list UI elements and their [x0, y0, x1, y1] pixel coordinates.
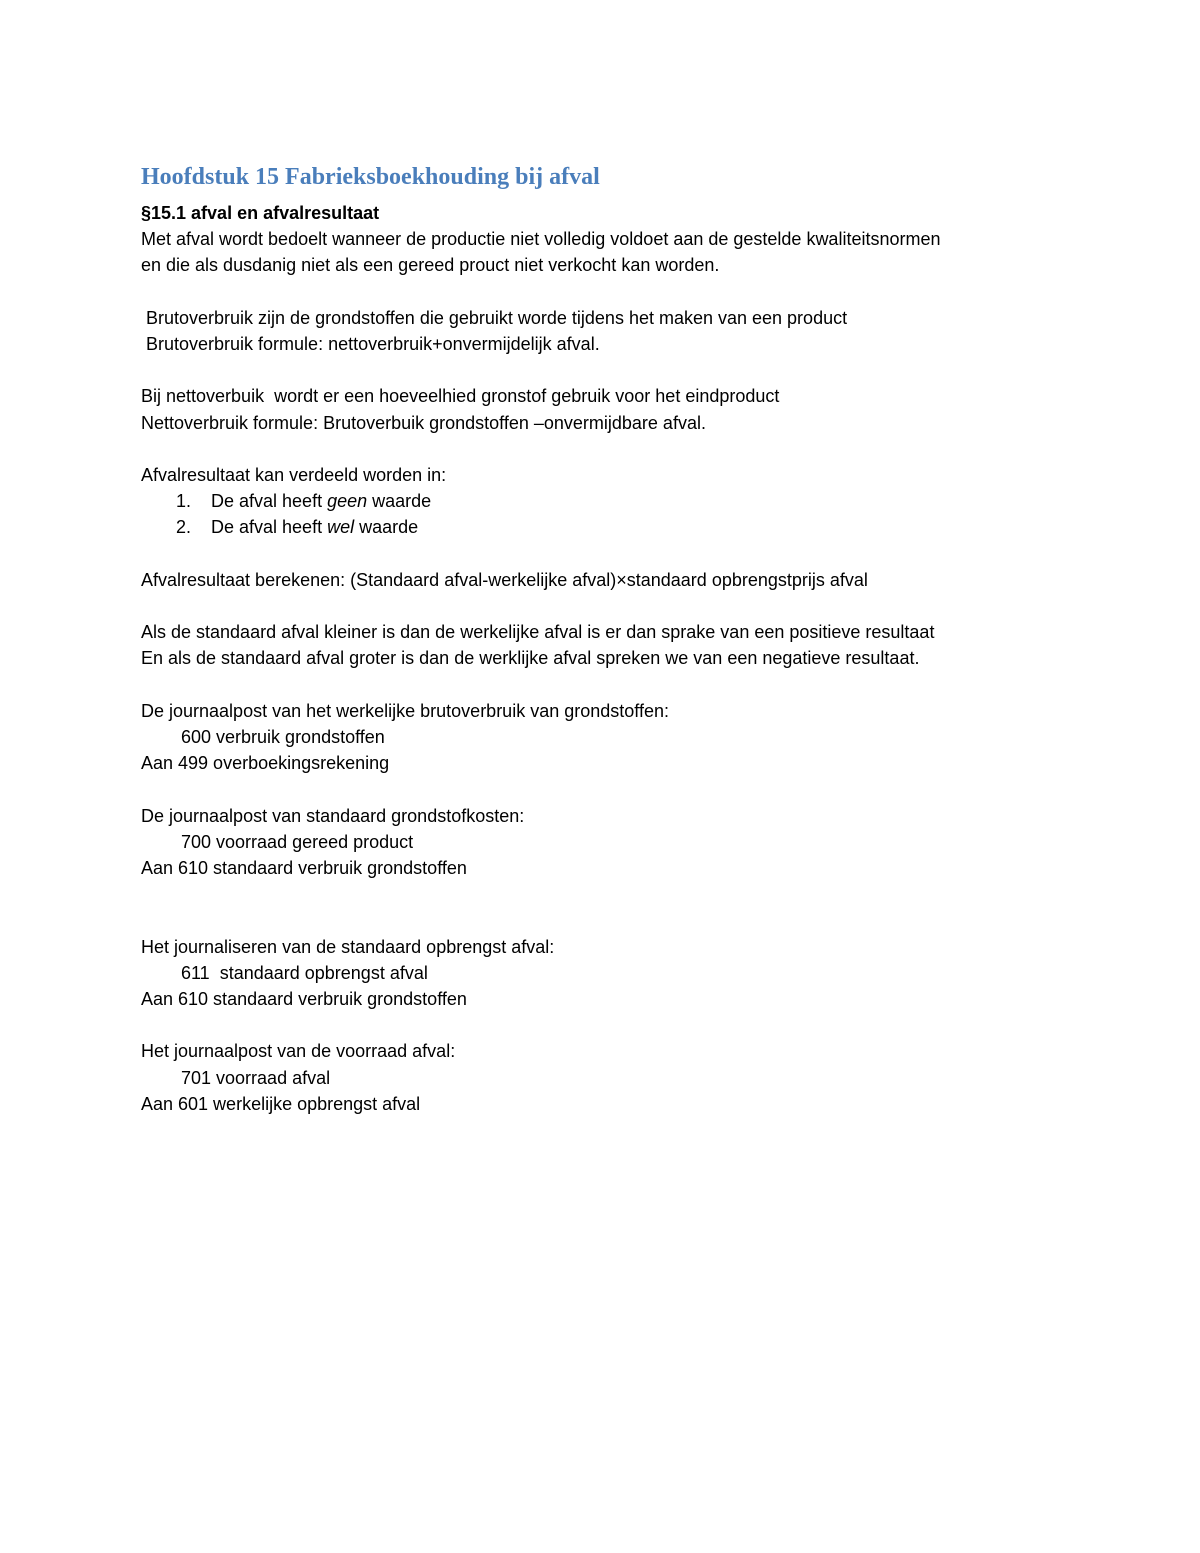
list-item-text: De afval heeft	[211, 491, 328, 512]
intro-line-1: Met afval wordt bedoelt wanneer de productie niet volledig voldoet aan de gestelde kwaliteitsnormen	[141, 229, 941, 250]
list-item-number: 2.	[176, 517, 192, 538]
afvalresultaat-intro: Afvalresultaat kan verdeeld worden in:	[141, 464, 447, 485]
section-title: §15.1 afval en afvalresultaat	[141, 203, 380, 223]
list-item	[141, 514, 1081, 540]
spacer	[141, 541, 1081, 567]
spacer	[141, 436, 1081, 462]
afvalresultaat-formula: Afvalresultaat berekenen: (Standaard afval-werkelijke afval)×standaard opbrengstprijs afval	[141, 569, 868, 590]
journaal-2-debit: 700 voorraad gereed product	[181, 831, 414, 852]
journaal-4-debit: 701 voorraad afval	[181, 1067, 331, 1088]
list-item	[141, 488, 1081, 514]
journaal-3-credit: Aan 610 standaard verbruik grondstoffen	[141, 988, 467, 1009]
resultaat-negatief: En als de standaard afval groter is dan de werklijke afval spreken we van een negatieve resultaat.	[141, 648, 920, 669]
netto-definition: Bij nettoverbuik wordt er een hoeveelhied gronstof gebruik voor het eindproduct	[141, 386, 780, 407]
bruto-formula: Brutoverbruik formule: nettoverbruik+onvermijdelijk afval.	[146, 334, 600, 354]
list-item-number: 1.	[176, 491, 192, 512]
journaal-2-title: De journaalpost van standaard grondstofkosten:	[141, 805, 525, 826]
spacer	[141, 357, 1081, 383]
list-item-text: De afval heeft	[211, 517, 328, 538]
spacer	[141, 881, 1081, 933]
spacer	[141, 776, 1081, 802]
journaal-3-title: Het journaliseren van de standaard opbrengst afval:	[141, 936, 555, 957]
journaal-4-title: Het journaalpost van de voorraad afval:	[141, 1041, 456, 1062]
list-item-text-end: waarde	[354, 517, 419, 538]
journaal-4-credit: Aan 601 werkelijke opbrengst afval	[141, 1093, 421, 1114]
bruto-definition: Brutoverbruik zijn de grondstoffen die gebruikt worde tijdens het maken van een product	[146, 307, 848, 328]
journaal-1-debit: 600 verbruik grondstoffen	[181, 726, 385, 747]
resultaat-positief: Als de standaard afval kleiner is dan de werkelijke afval is er dan sprake van een positieve resultaat	[141, 622, 935, 643]
spacer	[141, 593, 1081, 619]
spacer	[141, 1012, 1081, 1038]
afvalresultaat-list	[141, 488, 1081, 540]
list-item-emphasis: wel	[327, 517, 355, 538]
spacer	[141, 279, 1081, 305]
journaal-3-debit: 611 standaard opbrengst afval	[181, 962, 428, 983]
document-body	[141, 160, 1081, 1117]
netto-formula: Nettoverbruik formule: Brutoverbuik grondstoffen –onvermijdbare afval.	[141, 412, 706, 433]
intro-line-2: en die als dusdanig niet als een gereed prouct niet verkocht kan worden.	[141, 255, 720, 276]
list-item-emphasis: geen	[327, 491, 368, 512]
journaal-1-title: De journaalpost van het werkelijke brutoverbruik van grondstoffen:	[141, 700, 669, 721]
chapter-heading: Hoofdstuk 15 Fabrieksboekhouding bij afval	[141, 164, 600, 190]
list-item-text-end: waarde	[367, 491, 432, 512]
spacer	[141, 672, 1081, 698]
journaal-1-credit: Aan 499 overboekingsrekening	[141, 753, 390, 774]
journaal-2-credit: Aan 610 standaard verbruik grondstoffen	[141, 857, 467, 878]
